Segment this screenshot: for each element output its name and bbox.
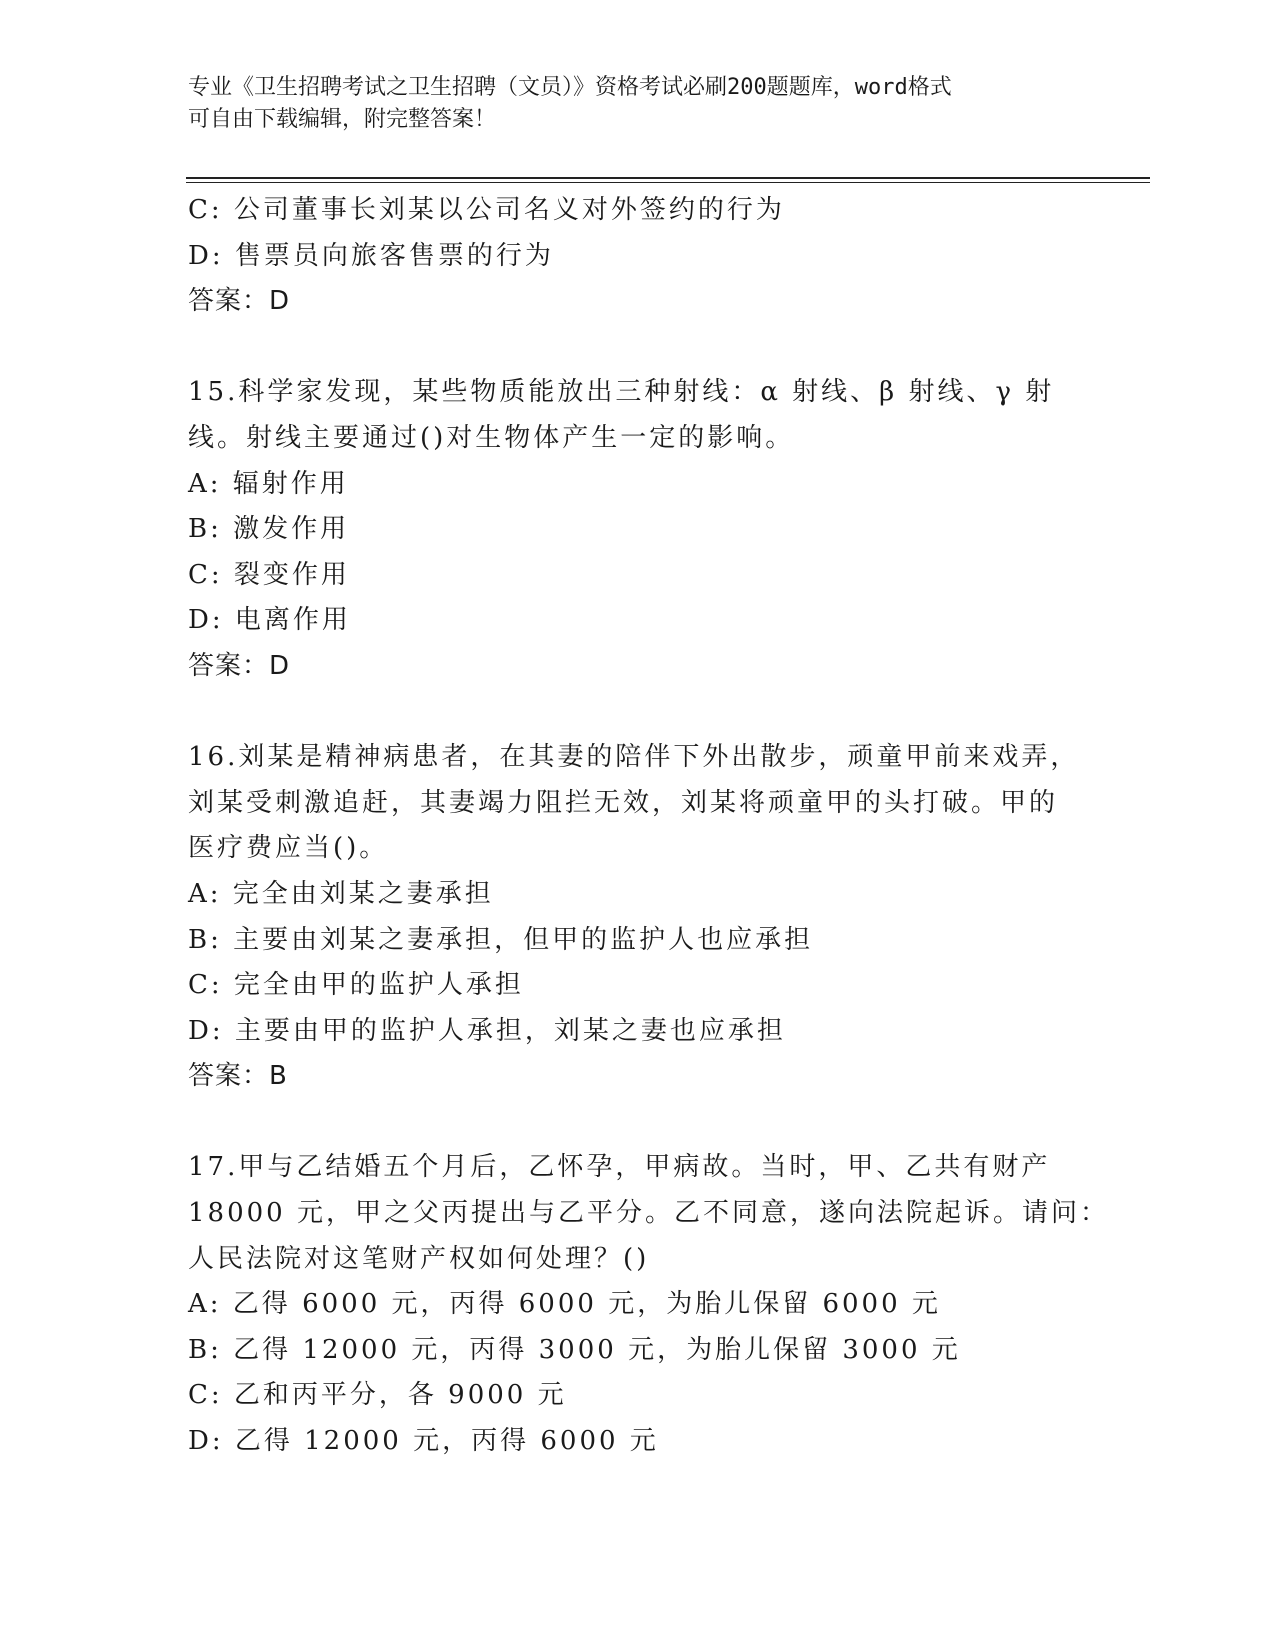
document-body	[188, 188, 1109, 1465]
option-d: D: 售票员向旅客售票的行为	[188, 240, 554, 271]
header-line-1: 专业《卫生招聘考试之卫生招聘（文员）》资格考试必刷200题题库，word格式	[188, 75, 952, 100]
spacer	[188, 1100, 1068, 1146]
question-stem: 刘某受刺激追赶，其妻竭力阻拦无效，刘某将顽童甲的头打破。甲的	[188, 787, 1059, 818]
prev-question	[188, 188, 1068, 325]
question-stem: 医疗费应当()。	[188, 833, 389, 864]
option-d: D: 乙得 12000 元，丙得 6000 元	[188, 1426, 659, 1457]
option-a: A: 辐射作用	[188, 468, 349, 499]
question-stem: 人民法院对这笔财产权如何处理？()	[188, 1243, 650, 1274]
option-d: D: 主要由甲的监护人承担，刘某之妻也应承担	[188, 1015, 786, 1046]
option-c: C: 完全由甲的监护人承担	[188, 970, 524, 1001]
option-b: B: 激发作用	[188, 514, 350, 545]
question-stem: 16.刘某是精神病患者，在其妻的陪伴下外出散步，顽童甲前来戏弄，	[188, 742, 1080, 773]
option-c: C: 公司董事长刘某以公司名义对外签约的行为	[188, 195, 785, 225]
page-header	[188, 72, 1088, 136]
question-stem: 18000 元，甲之父丙提出与乙平分。乙不同意，遂向法院起诉。请问：	[188, 1198, 1109, 1229]
header-line-2: 可自由下载编辑，附完整答案！	[188, 107, 497, 132]
spacer	[188, 325, 1068, 371]
header-rule-thick	[186, 177, 1150, 179]
question-stem: 17.甲与乙结婚五个月后，乙怀孕，甲病故。当时，甲、乙共有财产	[188, 1152, 1051, 1183]
spacer	[188, 690, 1068, 736]
question-stem: 线。射线主要通过()对生物体产生一定的影响。	[188, 422, 795, 453]
option-a: A: 乙得 6000 元，丙得 6000 元，为胎儿保留 6000 元	[188, 1289, 941, 1320]
option-a: A: 完全由刘某之妻承担	[188, 878, 494, 909]
option-c: C: 裂变作用	[188, 559, 350, 590]
option-c: C: 乙和丙平分，各 9000 元	[188, 1380, 567, 1411]
answer-line: 答案：D	[188, 650, 291, 681]
question-stem: 15.科学家发现，某些物质能放出三种射线：α 射线、β 射线、γ 射	[188, 377, 1055, 408]
option-b: B: 乙得 12000 元，丙得 3000 元，为胎儿保留 3000 元	[188, 1334, 961, 1365]
question-17	[188, 1145, 1109, 1464]
header-rule-thin	[186, 182, 1150, 183]
question-15	[188, 370, 1068, 689]
option-b: B: 主要由刘某之妻承担，但甲的监护人也应承担	[188, 924, 814, 955]
question-16	[188, 735, 1080, 1100]
option-d: D: 电离作用	[188, 605, 351, 636]
answer-line: 答案：B	[188, 1061, 288, 1092]
answer-line: 答案：D	[188, 286, 291, 317]
